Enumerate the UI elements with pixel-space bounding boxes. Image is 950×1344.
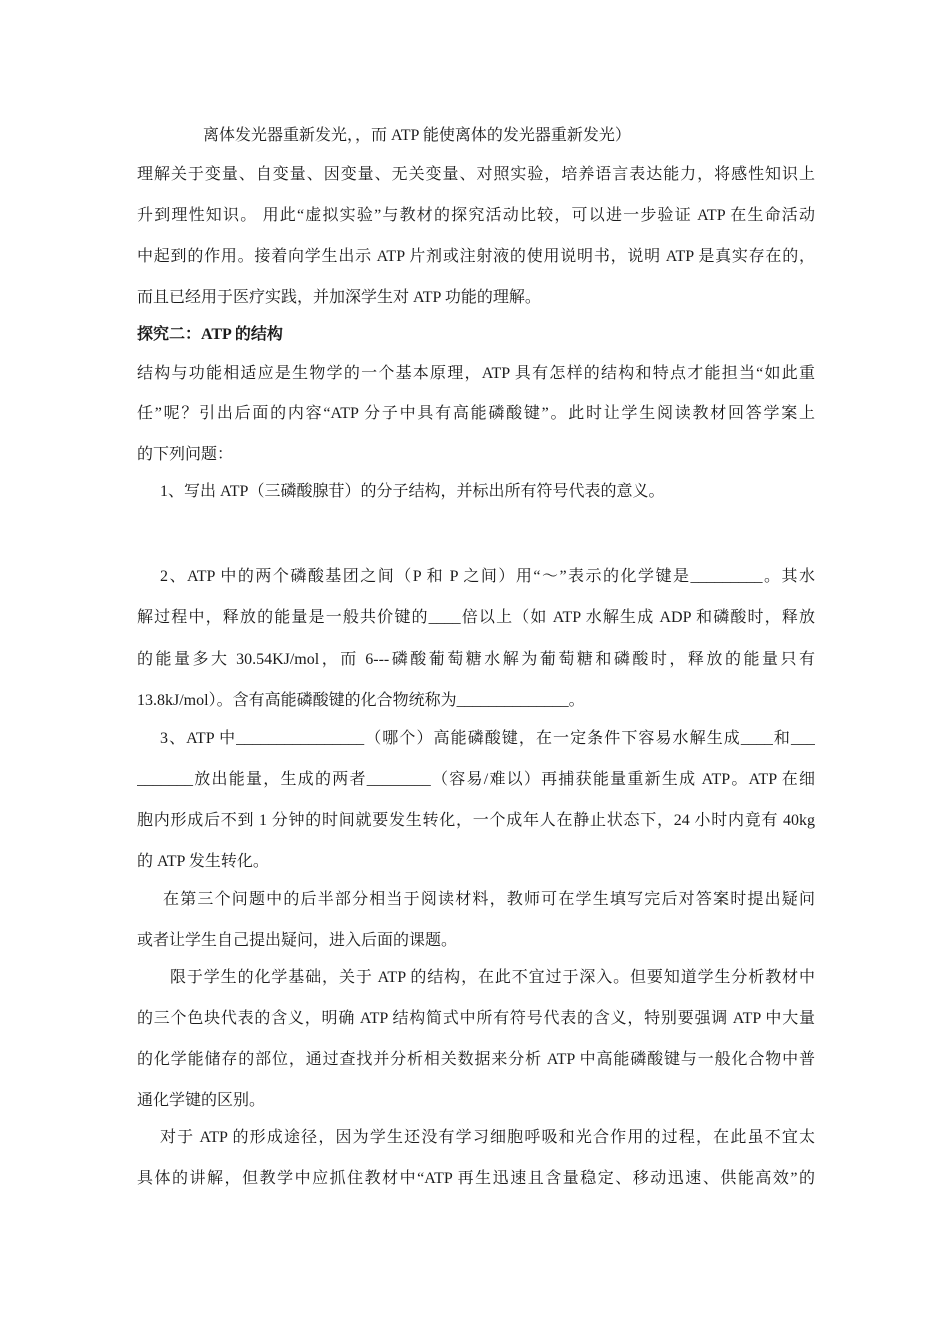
- text-line: 在第三个问题中的后半部分相当于阅读材料，教师可在学生填写完后对答案时提出疑问: [163, 891, 815, 908]
- text-line: 的化学能储存的部位，通过查找并分析相关数据来分析 ATP 中高能磷酸键与一般化合物中普: [137, 1051, 815, 1068]
- question-item: 2、ATP 中的两个磷酸基团之间（P 和 P 之间）用“～”表示的化学键是_________。其水: [160, 568, 815, 585]
- text-line: 的下列问题：: [137, 446, 234, 463]
- question-item: 1、写出 ATP（三磷酸腺苷）的分子结构，并标出所有符号代表的意义。: [160, 483, 665, 500]
- text-line: 结构与功能相适应是生物学的一个基本原理，ATP 具有怎样的结构和特点才能担当“如此重: [137, 365, 815, 382]
- text-line: 任”呢？引出后面的内容“ATP 分子中具有高能磷酸键”。此时让学生阅读教材回答学案上: [137, 405, 815, 422]
- section-heading: 探究二：ATP 的结构: [137, 326, 283, 343]
- text-line: 具体的讲解，但教学中应抓住教材中“ATP 再生迅速且含量稳定、移动迅速、供能高效”的: [137, 1170, 815, 1187]
- text-line: 对于 ATP 的形成途径，因为学生还没有学习细胞呼吸和光合作用的过程，在此虽不宜太: [160, 1129, 815, 1146]
- text-line: 理解关于变量、自变量、因变量、无关变量、对照实验，培养语言表达能力，将感性知识上: [137, 166, 815, 183]
- text-line: 的能量多大 30.54KJ/mol，而 6---磷酸葡萄糖水解为葡萄糖和磷酸时，释放的能量只有: [137, 651, 815, 668]
- text-line: 而且已经用于医疗实践，并加深学生对 ATP 功能的理解。: [137, 289, 541, 306]
- text-line: 或者让学生自己提出疑问，进入后面的课题。: [137, 932, 458, 949]
- text-line: 升到理性知识。 用此“虚拟实验”与教材的探究活动比较，可以进一步验证 ATP 在生命活动: [137, 207, 815, 224]
- question-item: 3、ATP 中________________（哪个）高能磷酸键，在一定条件下容易水解生成____和___: [160, 730, 815, 747]
- text-line: 离体发光器重新发光，，而 ATP 能使离体的发光器重新发光）: [203, 127, 631, 144]
- text-line: 通化学键的区别。: [137, 1092, 266, 1109]
- text-line: _______放出能量，生成的两者________（容易/难以）再捕获能量重新生成 ATP。ATP 在细: [137, 771, 815, 788]
- text-line: 的三个色块代表的含义，明确 ATP 结构简式中所有符号代表的含义，特别要强调 ATP 中大量: [137, 1010, 815, 1027]
- text-line: 中起到的作用。接着向学生出示 ATP 片剂或注射液的使用说明书，说明 ATP 是真实存在的，: [137, 248, 815, 265]
- text-line: 13.8kJ/mol）。含有高能磷酸键的化合物统称为______________。: [137, 692, 585, 709]
- text-line: 的 ATP 发生转化。: [137, 853, 269, 870]
- text-line: 解过程中，释放的能量是一般共价键的____倍以上（如 ATP 水解生成 ADP 和磷酸时，释放: [137, 609, 815, 626]
- text-line: 限于学生的化学基础，关于 ATP 的结构，在此不宜过于深入。但要知道学生分析教材中: [170, 969, 815, 986]
- text-line: 胞内形成后不到 1 分钟的时间就要发生转化，一个成年人在静止状态下，24 小时内竟有 40kg: [137, 812, 815, 829]
